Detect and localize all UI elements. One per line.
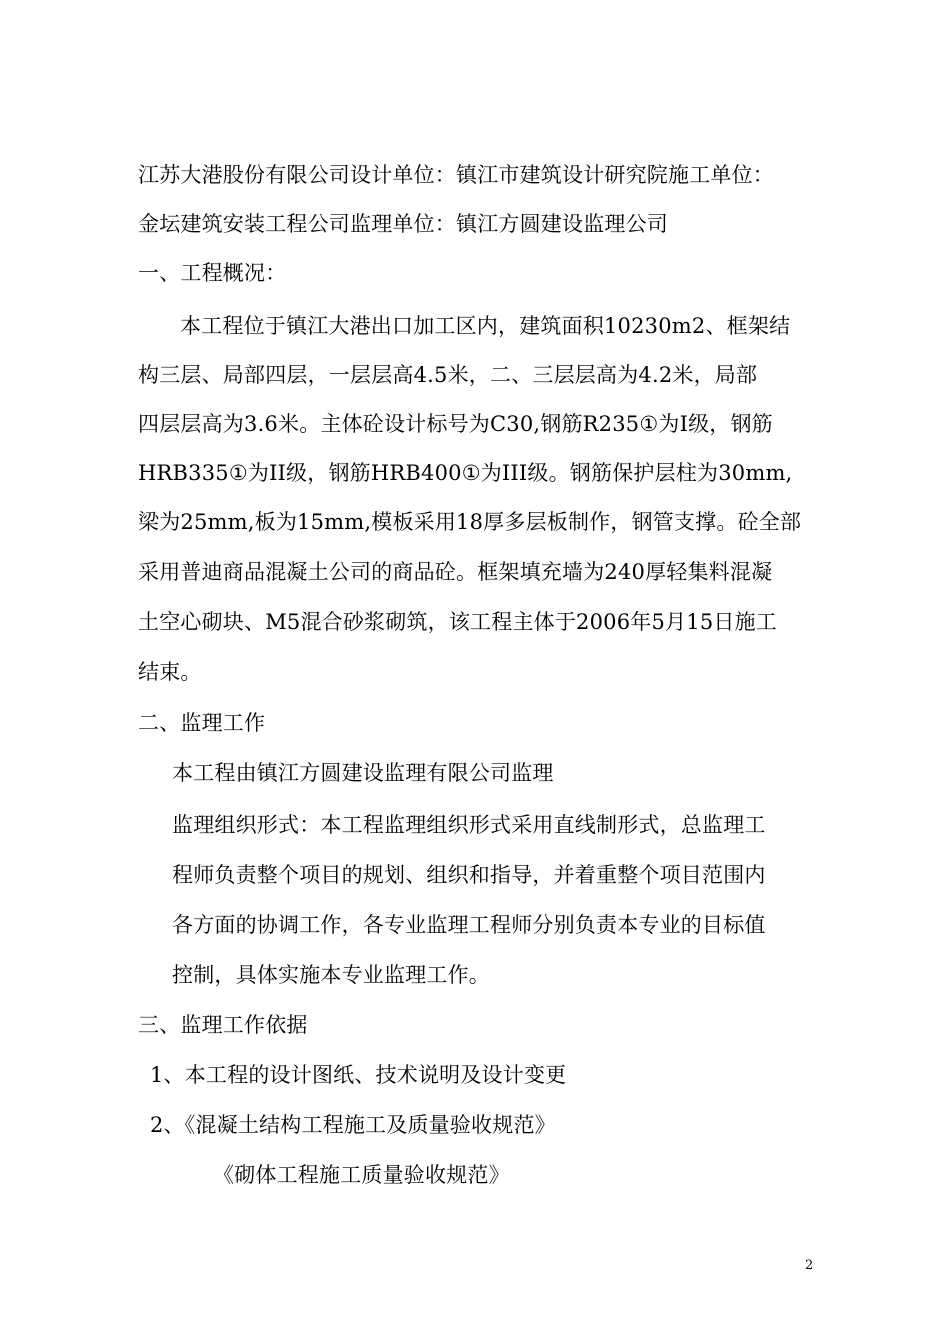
text-line-11: 结束。: [138, 660, 202, 684]
text-line-8: 梁为25mm,板为15mm,模板采用18厚多层板制作，钢管支撑。砼全部: [138, 510, 802, 534]
text-line-9: 采用普迪商品混凝土公司的商品砼。框架填充墙为240厚轻集料混凝: [138, 560, 773, 584]
text-line-17: 控制，具体实施本专业监理工作。: [172, 963, 490, 987]
page-number: 2: [805, 1258, 814, 1273]
text-line-15: 程师负责整个项目的规划、组织和指导，并着重整个项目范围内: [172, 863, 766, 887]
list-item-2: 2、《混凝土结构工程施工及质量验收规范》: [150, 1113, 556, 1137]
text-line-6: 四层层高为3.6米。主体砼设计标号为C30,钢筋R235①为Ⅰ级，钢筋: [138, 412, 773, 436]
text-line-16: 各方面的协调工作，各专业监理工程师分别负责本专业的目标值: [172, 913, 766, 937]
text-line-14: 监理组织形式：本工程监理组织形式采用直线制形式，总监理工: [172, 813, 766, 837]
text-line-13: 本工程由镇江方圆建设监理有限公司监理: [172, 761, 554, 785]
text-line-10: 土空心砌块、M5混合砂浆砌筑，该工程主体于2006年5月15日施工: [138, 610, 777, 634]
text-line-1: 江苏大港股份有限公司设计单位：镇江市建筑设计研究院施工单位：: [138, 163, 774, 187]
section-heading-2: 二、监理工作: [138, 711, 266, 735]
section-heading-1: 一、工程概况：: [138, 261, 287, 285]
list-item-1: 1、本工程的设计图纸、技术说明及设计变更: [150, 1063, 567, 1087]
text-line-7: HRB335①为II级，钢筋HRB400①为III级。钢筋保护层柱为30mm,: [138, 461, 793, 485]
text-line-4: 本工程位于镇江大港出口加工区内，建筑面积10230m2、框架结: [180, 314, 791, 338]
section-heading-3: 三、监理工作依据: [138, 1013, 308, 1037]
text-line-5: 构三层、局部四层，一层层高4.5米，二、三层层高为4.2米，局部: [138, 363, 758, 387]
list-item-2-sub: 《砌体工程施工质量验收规范》: [213, 1163, 510, 1187]
text-line-2: 金坛建筑安装工程公司监理单位：镇江方圆建设监理公司: [138, 212, 668, 236]
